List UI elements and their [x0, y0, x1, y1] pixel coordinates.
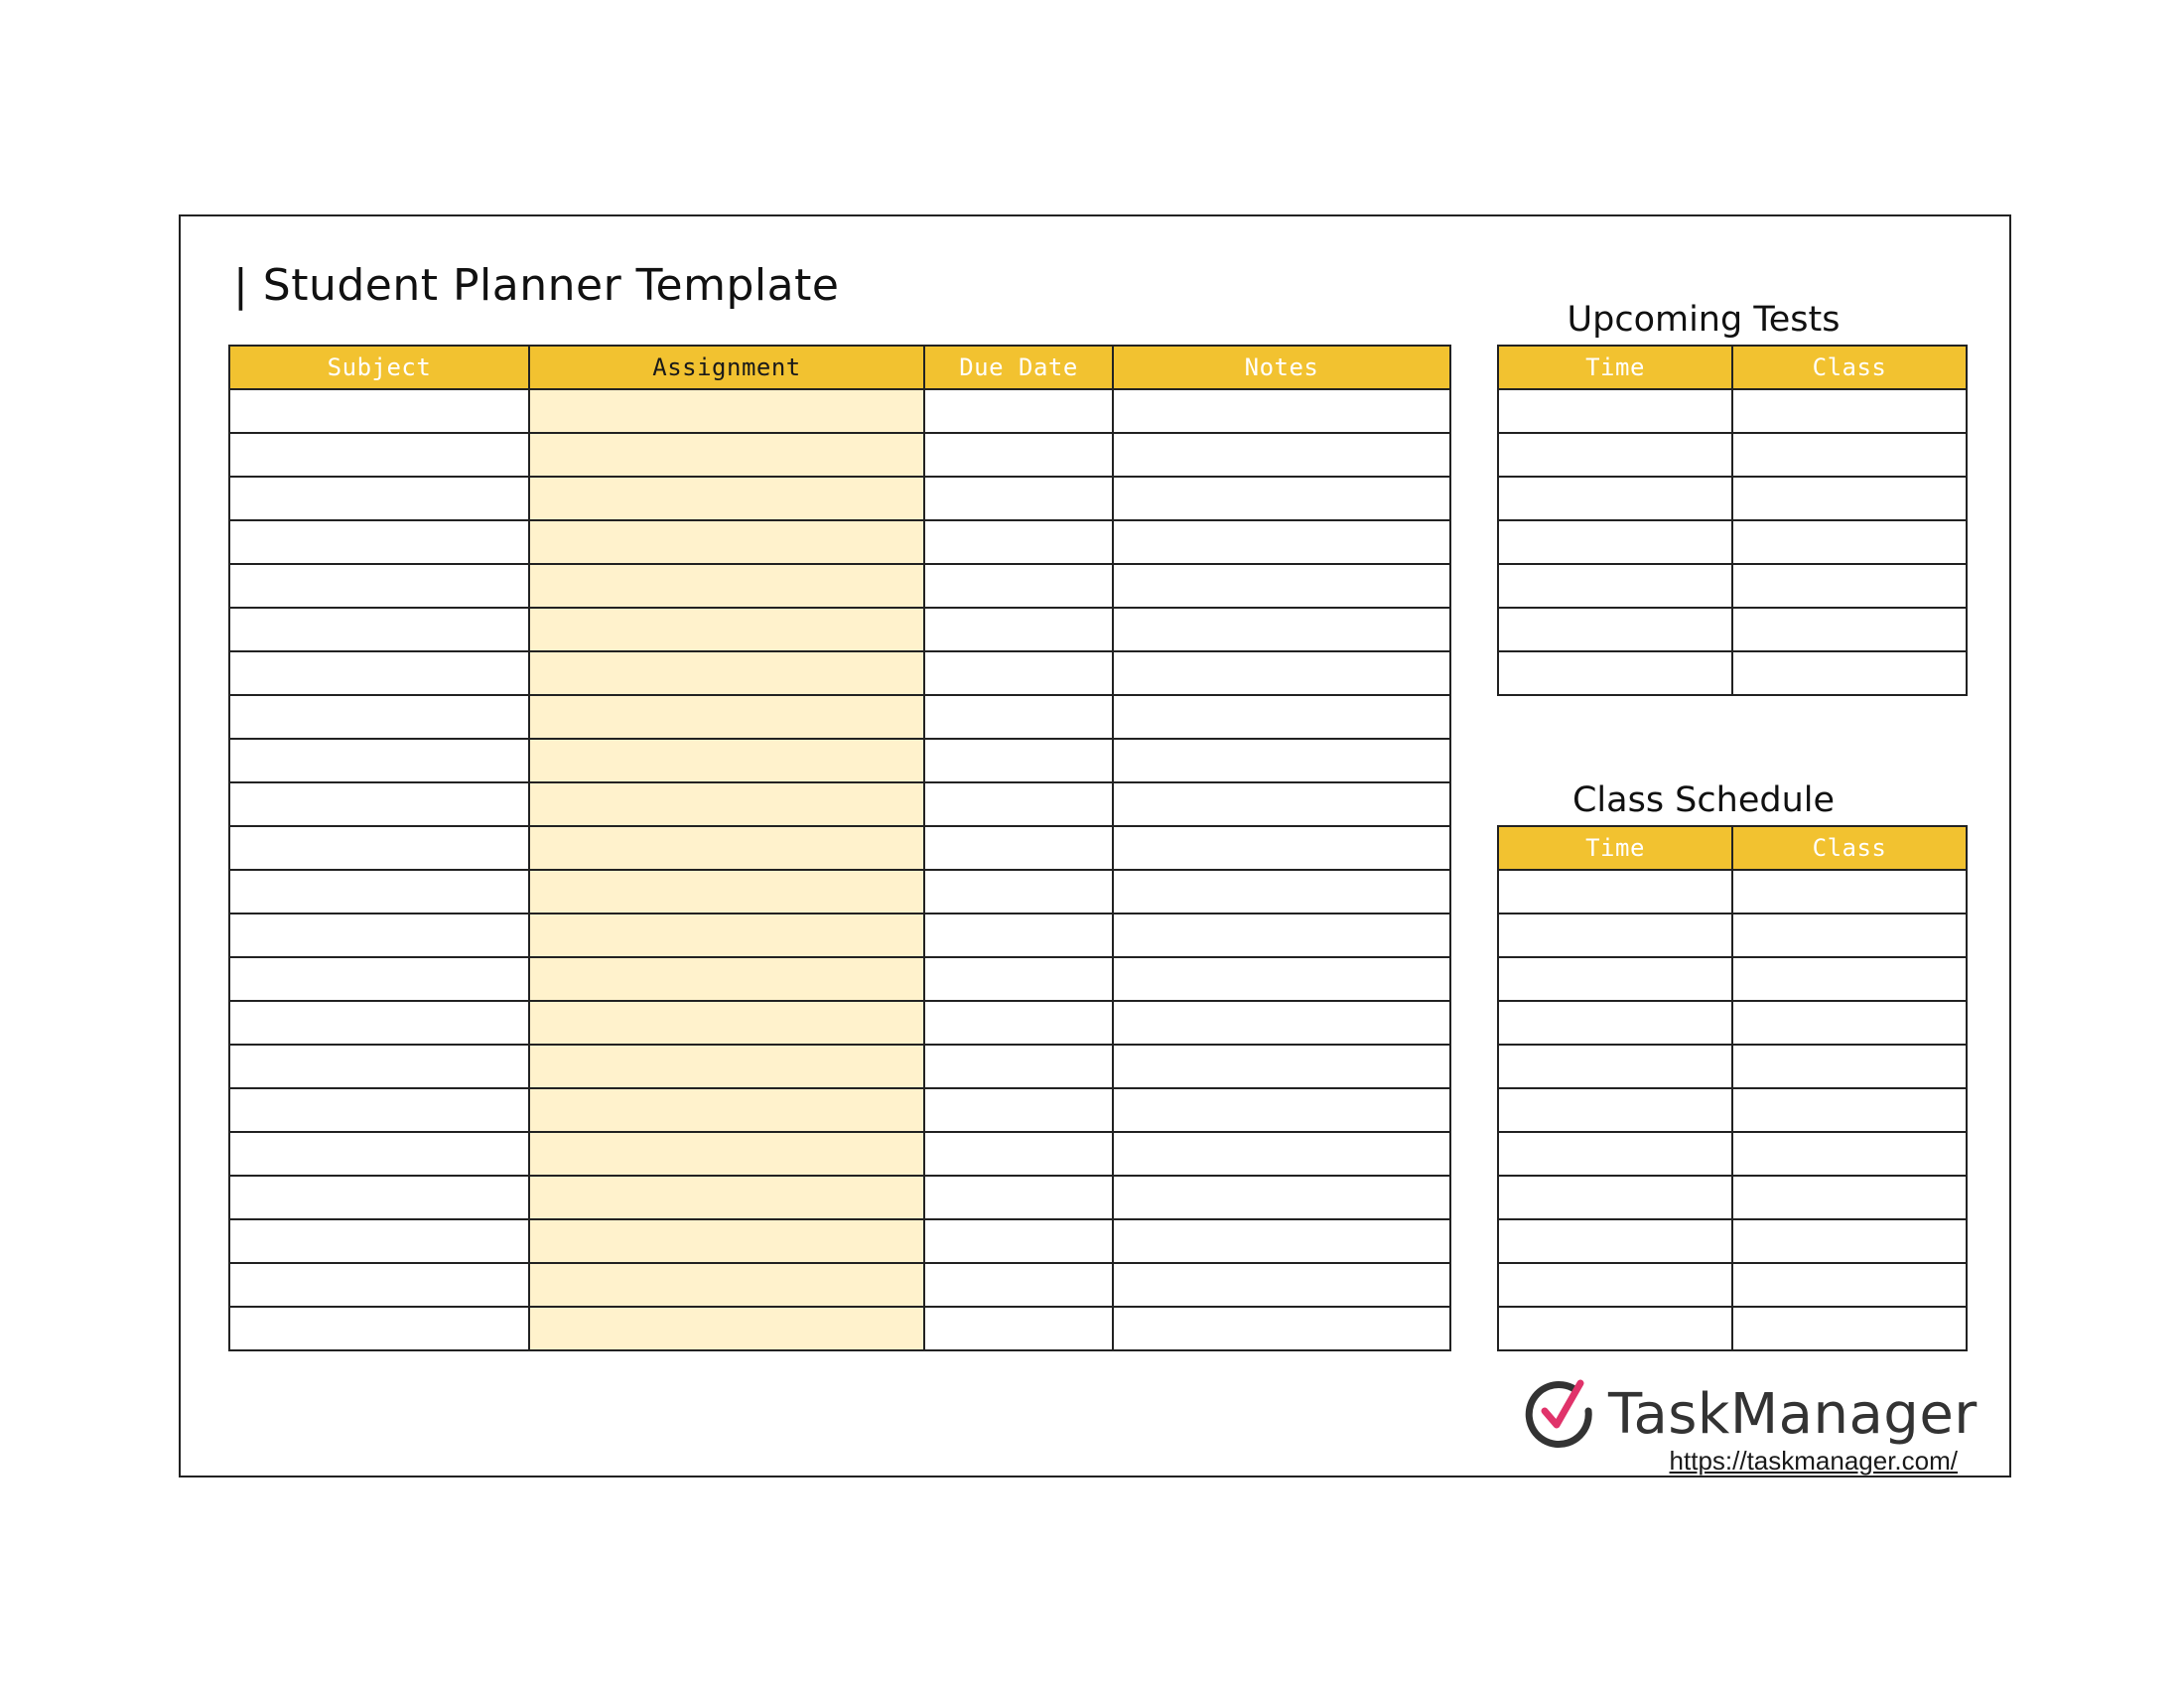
- table-row: [229, 433, 1450, 477]
- table-row: [229, 1263, 1450, 1307]
- table-row: [1498, 389, 1967, 433]
- table-row: [1498, 1132, 1967, 1176]
- brand-url-link[interactable]: https://taskmanager.com/: [1669, 1446, 1958, 1476]
- table-cell[interactable]: [229, 826, 529, 870]
- class-schedule-heading: Class Schedule: [1571, 780, 1836, 820]
- table-cell[interactable]: [229, 1307, 529, 1350]
- table-cell[interactable]: [1732, 1263, 1967, 1307]
- table-cell[interactable]: [529, 1045, 924, 1088]
- table-cell[interactable]: [529, 564, 924, 608]
- table-header-row: [1498, 346, 1967, 389]
- table-cell[interactable]: [1498, 564, 1732, 608]
- table-cell[interactable]: [1732, 957, 1967, 1001]
- header-subject: Subject: [229, 346, 529, 389]
- table-cell[interactable]: [924, 608, 1113, 651]
- table-row: [229, 782, 1450, 826]
- table-cell[interactable]: [1113, 1045, 1450, 1088]
- table-cell[interactable]: [529, 433, 924, 477]
- table-cell[interactable]: [229, 564, 529, 608]
- table-cell[interactable]: [229, 914, 529, 957]
- brand-name: TaskManager: [1608, 1381, 1978, 1447]
- table-cell[interactable]: [229, 477, 529, 520]
- table-cell[interactable]: [529, 1088, 924, 1132]
- table-cell[interactable]: [1113, 870, 1450, 914]
- table-row: [1498, 1045, 1967, 1088]
- table-cell[interactable]: [924, 520, 1113, 564]
- table-row: [229, 826, 1450, 870]
- table-row: [229, 520, 1450, 564]
- table-cell[interactable]: [529, 608, 924, 651]
- table-cell[interactable]: [1113, 957, 1450, 1001]
- table-cell[interactable]: [1113, 651, 1450, 695]
- table-cell[interactable]: [529, 520, 924, 564]
- table-cell[interactable]: [924, 826, 1113, 870]
- table-cell[interactable]: [924, 433, 1113, 477]
- table-cell[interactable]: [1113, 477, 1450, 520]
- table-cell[interactable]: [229, 1132, 529, 1176]
- table-cell[interactable]: [1732, 520, 1967, 564]
- table-cell[interactable]: [924, 1307, 1113, 1350]
- table-cell[interactable]: [1498, 520, 1732, 564]
- table-row: [1498, 1219, 1967, 1263]
- table-cell[interactable]: [1498, 1001, 1732, 1045]
- table-cell[interactable]: [1498, 1219, 1732, 1263]
- table-row: [229, 1045, 1450, 1088]
- table-cell[interactable]: [229, 520, 529, 564]
- table-row: [1498, 1088, 1967, 1132]
- table-cell[interactable]: [229, 1045, 529, 1088]
- header-class: Class: [1732, 826, 1967, 870]
- table-cell[interactable]: [529, 1176, 924, 1219]
- table-cell[interactable]: [229, 608, 529, 651]
- table-cell[interactable]: [1113, 1263, 1450, 1307]
- upcoming-tests-table: [1497, 345, 1968, 696]
- table-row: [1498, 1001, 1967, 1045]
- table-cell[interactable]: [529, 1307, 924, 1350]
- header-time: Time: [1498, 826, 1732, 870]
- table-row: [229, 389, 1450, 433]
- table-cell[interactable]: [529, 1263, 924, 1307]
- table-cell[interactable]: [1732, 1132, 1967, 1176]
- class-schedule-table: [1497, 825, 1968, 1351]
- table-row: [1498, 870, 1967, 914]
- table-row: [229, 870, 1450, 914]
- table-cell[interactable]: [1113, 1307, 1450, 1350]
- table-cell[interactable]: [1113, 1132, 1450, 1176]
- table-row: [1498, 651, 1967, 695]
- table-cell[interactable]: [924, 564, 1113, 608]
- table-cell[interactable]: [924, 1263, 1113, 1307]
- table-cell[interactable]: [1498, 1088, 1732, 1132]
- table-cell[interactable]: [1113, 389, 1450, 433]
- table-cell[interactable]: [1498, 1307, 1732, 1350]
- table-row: [229, 695, 1450, 739]
- table-cell[interactable]: [924, 782, 1113, 826]
- table-row: [1498, 1263, 1967, 1307]
- table-cell[interactable]: [924, 957, 1113, 1001]
- table-cell[interactable]: [1732, 477, 1967, 520]
- table-cell[interactable]: [1113, 826, 1450, 870]
- table-cell[interactable]: [1732, 433, 1967, 477]
- table-cell[interactable]: [229, 1176, 529, 1219]
- table-row: [229, 564, 1450, 608]
- table-row: [229, 957, 1450, 1001]
- table-cell[interactable]: [924, 651, 1113, 695]
- table-cell[interactable]: [229, 1263, 529, 1307]
- table-cell[interactable]: [529, 826, 924, 870]
- table-cell[interactable]: [529, 782, 924, 826]
- table-row: [229, 1176, 1450, 1219]
- table-cell[interactable]: [1498, 1263, 1732, 1307]
- table-cell[interactable]: [529, 651, 924, 695]
- table-cell[interactable]: [1113, 1219, 1450, 1263]
- table-cell[interactable]: [229, 957, 529, 1001]
- table-cell[interactable]: [1113, 1176, 1450, 1219]
- table-cell[interactable]: [1113, 608, 1450, 651]
- table-cell[interactable]: [924, 1045, 1113, 1088]
- table-row: [1498, 477, 1967, 520]
- table-cell[interactable]: [1732, 1219, 1967, 1263]
- brand-lockup: [1523, 1374, 1978, 1454]
- upcoming-tests-heading: Upcoming Tests: [1567, 300, 1841, 340]
- table-cell[interactable]: [924, 739, 1113, 782]
- table-cell[interactable]: [924, 695, 1113, 739]
- table-row: [229, 608, 1450, 651]
- table-row: [229, 1088, 1450, 1132]
- table-cell[interactable]: [229, 739, 529, 782]
- table-row: [1498, 914, 1967, 957]
- table-cell[interactable]: [1732, 914, 1967, 957]
- table-cell[interactable]: [1113, 782, 1450, 826]
- table-cell[interactable]: [1732, 1176, 1967, 1219]
- table-row: [1498, 520, 1967, 564]
- table-cell[interactable]: [529, 957, 924, 1001]
- header-class: Class: [1732, 346, 1967, 389]
- table-row: [229, 1307, 1450, 1350]
- table-cell[interactable]: [529, 695, 924, 739]
- table-cell[interactable]: [924, 1132, 1113, 1176]
- table-cell[interactable]: [1732, 1307, 1967, 1350]
- table-row: [229, 1001, 1450, 1045]
- table-row: [229, 651, 1450, 695]
- table-cell[interactable]: [924, 477, 1113, 520]
- table-cell[interactable]: [1498, 433, 1732, 477]
- table-cell[interactable]: [1498, 651, 1732, 695]
- table-cell[interactable]: [924, 914, 1113, 957]
- table-cell[interactable]: [1113, 914, 1450, 957]
- table-cell[interactable]: [1498, 389, 1732, 433]
- table-cell[interactable]: [529, 1001, 924, 1045]
- page-title: | Student Planner Template: [233, 260, 840, 311]
- table-cell[interactable]: [229, 651, 529, 695]
- table-cell[interactable]: [1498, 1176, 1732, 1219]
- table-cell[interactable]: [1732, 564, 1967, 608]
- table-cell[interactable]: [1113, 1001, 1450, 1045]
- table-row: [1498, 1307, 1967, 1350]
- table-cell[interactable]: [1732, 1001, 1967, 1045]
- table-cell[interactable]: [1113, 520, 1450, 564]
- header-notes: Notes: [1113, 346, 1450, 389]
- table-cell[interactable]: [1732, 389, 1967, 433]
- table-cell[interactable]: [529, 389, 924, 433]
- table-cell[interactable]: [1113, 695, 1450, 739]
- table-cell[interactable]: [529, 477, 924, 520]
- table-cell[interactable]: [529, 1219, 924, 1263]
- header-assignment: Assignment: [529, 346, 924, 389]
- table-cell[interactable]: [924, 389, 1113, 433]
- table-cell[interactable]: [529, 1132, 924, 1176]
- table-cell[interactable]: [1732, 1045, 1967, 1088]
- table-cell[interactable]: [924, 1176, 1113, 1219]
- table-cell[interactable]: [229, 1001, 529, 1045]
- table-cell[interactable]: [1732, 1088, 1967, 1132]
- table-cell[interactable]: [1113, 433, 1450, 477]
- table-cell[interactable]: [529, 739, 924, 782]
- assignments-table: [228, 345, 1451, 1351]
- table-cell[interactable]: [1498, 914, 1732, 957]
- check-circle-icon: [1523, 1377, 1596, 1451]
- table-cell[interactable]: [529, 914, 924, 957]
- table-cell[interactable]: [1498, 1045, 1732, 1088]
- table-cell[interactable]: [1113, 739, 1450, 782]
- table-header-row: [229, 346, 1450, 389]
- table-row: [229, 1219, 1450, 1263]
- table-cell[interactable]: [229, 1219, 529, 1263]
- table-cell[interactable]: [1498, 870, 1732, 914]
- table-cell[interactable]: [1732, 651, 1967, 695]
- table-cell[interactable]: [1732, 608, 1967, 651]
- table-cell[interactable]: [229, 1088, 529, 1132]
- table-cell[interactable]: [1498, 957, 1732, 1001]
- table-row: [229, 477, 1450, 520]
- table-row: [1498, 608, 1967, 651]
- table-cell[interactable]: [229, 782, 529, 826]
- table-cell[interactable]: [1498, 477, 1732, 520]
- table-cell[interactable]: [1113, 1088, 1450, 1132]
- table-row: [229, 914, 1450, 957]
- table-row: [1498, 1176, 1967, 1219]
- table-cell[interactable]: [1113, 564, 1450, 608]
- header-due-date: Due Date: [924, 346, 1113, 389]
- table-row: [229, 1132, 1450, 1176]
- table-row: [1498, 957, 1967, 1001]
- header-time: Time: [1498, 346, 1732, 389]
- table-cell[interactable]: [529, 870, 924, 914]
- table-cell[interactable]: [1498, 608, 1732, 651]
- table-row: [1498, 433, 1967, 477]
- table-cell[interactable]: [229, 695, 529, 739]
- table-cell[interactable]: [924, 1001, 1113, 1045]
- table-header-row: [1498, 826, 1967, 870]
- table-row: [229, 739, 1450, 782]
- table-cell[interactable]: [229, 870, 529, 914]
- table-cell[interactable]: [1498, 1132, 1732, 1176]
- table-cell[interactable]: [924, 1219, 1113, 1263]
- table-cell[interactable]: [229, 389, 529, 433]
- table-cell[interactable]: [1732, 870, 1967, 914]
- table-cell[interactable]: [229, 433, 529, 477]
- table-cell[interactable]: [924, 870, 1113, 914]
- table-cell[interactable]: [924, 1088, 1113, 1132]
- table-row: [1498, 564, 1967, 608]
